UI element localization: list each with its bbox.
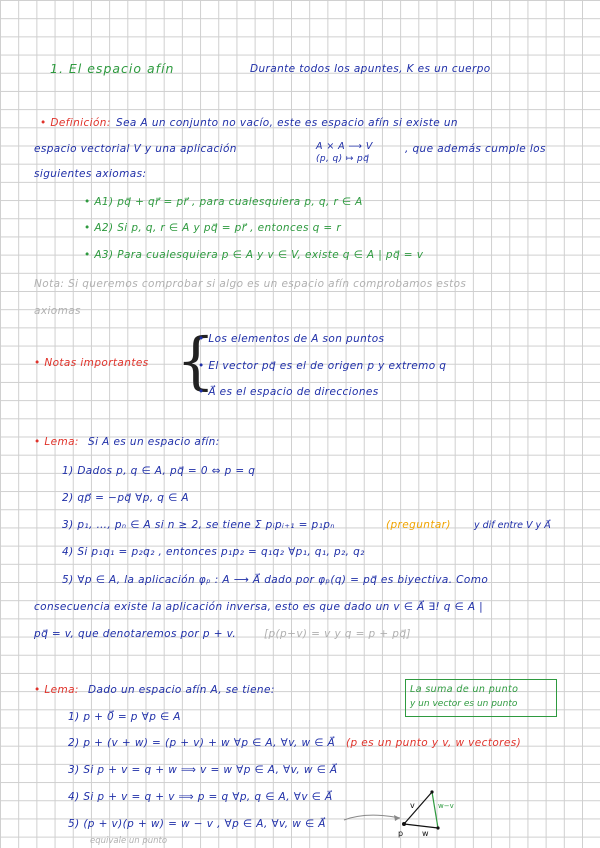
lemma1-label: • Lema: <box>34 436 79 448</box>
label-p: p <box>398 829 404 838</box>
vector-w <box>404 824 438 828</box>
lemma1-intro: Si A es un espacio afín: <box>88 436 220 448</box>
lemma2-item-3: 3) Si p + v = q + w ⟹ v = w ∀p ∈ A, ∀v, w ∈ A⃗ <box>68 764 338 776</box>
axiom-1: • A1) pq⃗ + qr⃗ = pr⃗ , para cualesquiera p, q, r ∈ A <box>84 196 363 208</box>
note-box-line-1: La suma de un punto <box>410 684 519 695</box>
notes-label: • Notas importantes <box>34 357 149 369</box>
lemma2-item-1: 1) p + 0⃗ = p ∀p ∈ A <box>68 711 181 723</box>
definition-text-3: , que además cumple los <box>405 143 546 155</box>
definition-label: • Definición: <box>40 117 111 129</box>
vector-v <box>404 792 432 824</box>
vector-diagram <box>340 778 460 840</box>
point-p <box>402 822 406 826</box>
lemma1-item-5a: 5) ∀p ∈ A, la aplicación φₚ : A ⟶ A⃗ dado por φₚ(q) = pq⃗ es biyectiva. Como <box>62 574 489 586</box>
axiom-3: • A3) Para cualesquiera p ∈ A y v ∈ V, existe q ∈ A | pq⃗ = v <box>84 249 424 261</box>
definition-text-4: siguientes axiomas: <box>34 168 147 180</box>
lemma1-item-5c: pq⃗ = v, que denotaremos por p + v. <box>34 628 237 640</box>
note-item-3: • A⃗ es el espacio de direcciones <box>198 386 379 398</box>
label-v: v <box>410 801 415 810</box>
map-bottom: (p, q) ↦ pq⃗ <box>316 154 370 164</box>
map-top: A × A ⟶ V <box>316 141 373 152</box>
lemma2-item-2: 2) p + (v + w) = (p + v) + w ∀p ∈ A, ∀v, w ∈ A⃗ <box>68 737 336 749</box>
lemma1-item-5-aside: [p(p+v) = v y q = p + pq⃗] <box>264 628 411 640</box>
point-p-plus-v <box>430 790 433 793</box>
label-w-minus-v: w−v <box>438 802 454 810</box>
lemma2-item-5-aside: equivale un punto <box>90 836 168 846</box>
definition-text-1: Sea A un conjunto no vacío, este es espacio afín si existe un <box>116 117 458 129</box>
lemma2-label: • Lema: <box>34 684 79 696</box>
vector-w-minus-v <box>432 792 438 828</box>
remark-line-1: Nota: Si queremos comprobar si algo es un espacio afín comprobamos estos <box>34 278 467 290</box>
note-item-2: • El vector pq⃗ es el de origen p y extremo q <box>198 360 447 372</box>
pointer-arrowhead <box>394 815 400 821</box>
section-note: Durante todos los apuntes, K es un cuerpo <box>250 63 491 75</box>
axiom-2: • A2) Si p, q, r ∈ A y pq⃗ = pr⃗ , entonces q = r <box>84 222 342 234</box>
lemma1-item-1: 1) Dados p, q ∈ A, pq⃗ = 0 ⇔ p = q <box>62 465 256 477</box>
lemma1-item-2: 2) qp⃗ = −pq⃗ ∀p, q ∈ A <box>62 492 189 504</box>
lemma1-item-5b: consecuencia existe la aplicación inversa, esto es que dado un v ∈ A⃗ ∃! q ∈ A | <box>34 601 484 613</box>
lemma2-item-5: 5) (p + v)(p + w) = w − v , ∀p ∈ A, ∀v, w ∈ A⃗ <box>68 818 326 830</box>
lemma2-item-4: 4) Si p + v = q + v ⟹ p = q ∀p, q ∈ A, ∀v ∈ A⃗ <box>68 791 333 803</box>
definition-text-2: espacio vectorial V y una aplicación <box>34 143 237 155</box>
lemma1-item-3-tail: y dif entre V y A⃗ <box>474 520 551 531</box>
brace-icon: { <box>176 324 216 397</box>
point-p-plus-w <box>436 826 439 829</box>
lemma1-item-3-note: (preguntar) <box>386 519 451 531</box>
remark-line-2: axiomas <box>34 305 81 317</box>
label-w: w <box>422 829 429 838</box>
note-box-line-2: y un vector es un punto <box>410 699 518 709</box>
lemma1-item-4: 4) Si p₁q₁ = p₂q₂ , entonces p₁p₂ = q₁q₂ ∀p₁, q₁, p₂, q₂ <box>62 546 365 558</box>
note-item-1: • Los elementos de A son puntos <box>198 333 385 345</box>
lemma2-intro: Dado un espacio afín A, se tiene: <box>88 684 275 696</box>
section-title: 1. El espacio afín <box>50 61 175 76</box>
pointer-arrow <box>344 815 400 820</box>
lemma2-item-2-note: (p es un punto y v, w vectores) <box>346 737 522 749</box>
lemma1-item-3: 3) p₁, …, pₙ ∈ A si n ≥ 2, se tiene Σ pᵢpᵢ₊₁ = p₁pₙ <box>62 519 335 531</box>
